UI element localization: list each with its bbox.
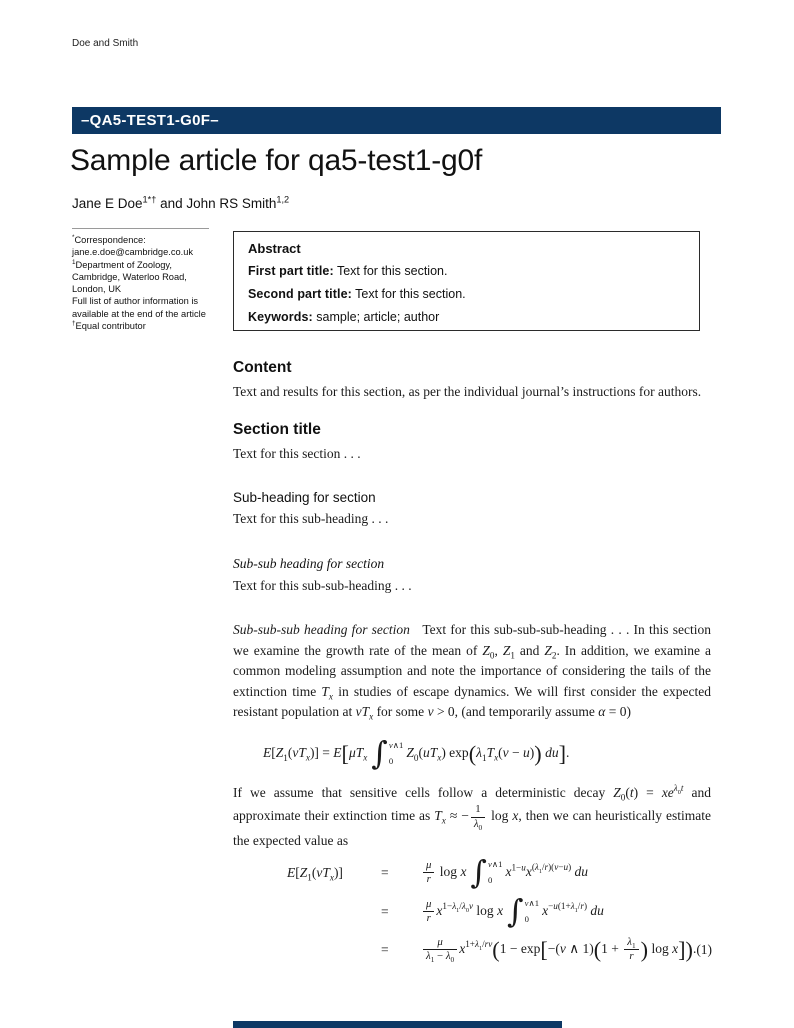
abstract-row-label: First part title: [248, 264, 334, 278]
section-paragraph: Text for this section . . . [233, 445, 361, 461]
content-heading: Content [233, 359, 292, 376]
display-equation: $E[Z_1(vT_x)] = E[\mu T_x$ ∫ v∧1 0 $Z_0(uT_x) \exp(\lambda_1T_x(v - u))$ du]. [263, 735, 570, 772]
sidebar-divider [72, 228, 209, 229]
correspondence-note: *Correspondence: jane.e.doe@cambridge.co.uk $^1$Department of Zoology, Cambridge, Waterloo Road, London, UK Full list of author information is available at the end of the article †Equal contributor [72, 233, 206, 332]
section-heading: Section title [233, 420, 321, 438]
abstract-row-second-part [248, 286, 685, 303]
subsub-heading: Sub-sub heading for section [233, 555, 385, 571]
article-title: Sample article for qa5-test1-g0f [70, 144, 483, 177]
abstract-row-text: Text for this section. [336, 264, 448, 278]
equation-row-3 [233, 936, 711, 964]
content-paragraph: Text and results for this section, as per the individual journal’s instructions for authors. [233, 384, 702, 399]
sub-heading: Sub-heading for section [233, 490, 376, 505]
equation-rhs: $\frac{\mu}{r}$ log x ∫ v∧1 0 $x^{1-u}x^{(\lambda_1/r)(v-u)}$ du [421, 858, 588, 888]
article-body [233, 359, 711, 973]
issue-banner: –QA5-TEST1-G0F– [72, 107, 721, 134]
subsubsub-paragraph: Sub-sub-sub heading for section Text for this sub-sub-sub-heading . . . In this section we examine the growth rate of the mean of $Z_0$, $Z_1$ and $Z_2$. In addition, we examine a common modeling assumption and note the importance of considering the tails of the extinction time $T_x$ in studies of escape dynamics. We will first consider the expected resistant population at $vT_x$ for some v > 0, (and temporarily assume α = 0) [233, 622, 712, 722]
next-page-banner-strip [233, 1021, 562, 1028]
equals-sign: = [381, 864, 389, 880]
equation-rhs: $\frac{\mu}{r}$ $x^{1-\lambda_1/\lambda_0v}$ log x ∫ v∧1 0 $x^{-u(1+\lambda_1/r)}$ du [421, 897, 604, 927]
equation-lhs: $E[Z_1(vT_x)]$ [287, 864, 343, 883]
decay-paragraph: If we assume that sensitive cells follow a deterministic decay $Z_0(t) = xe^{\lambda_0t}$ and approximate their extinction time as $T_x$ ≈ − $\frac{1}{\lambda_0}$ log x, then we can heuristically estimate the expected value as [233, 783, 711, 849]
abstract-row-text: sample; article; author [316, 310, 440, 324]
equals-sign: = [381, 941, 389, 957]
equation-number: (1) [696, 941, 713, 957]
running-head: Doe and Smith [72, 38, 139, 49]
subsub-paragraph: Text for this sub-sub-heading . . . [233, 577, 412, 593]
abstract-row-first-part [248, 263, 685, 280]
abstract-row-keywords [248, 309, 685, 326]
aligned-equations [233, 854, 713, 965]
equation-row-1 [233, 854, 711, 891]
equals-sign: = [381, 903, 389, 919]
sub-paragraph: Text for this sub-heading . . . [233, 511, 389, 526]
equation-rhs: $\frac{\mu}{\lambda_1 - \lambda_0}$ $x^{1+\lambda_1/rv}(1 - \exp[-(v$ ∧ 1)(1 + $\frac{\lambda_1}{r}$ ) log x]). [421, 936, 696, 964]
abstract-heading: Abstract [248, 241, 301, 256]
abstract-row-text: Text for this section. [355, 287, 466, 301]
abstract-box [233, 231, 700, 331]
equation-row-2 [233, 893, 711, 930]
abstract-row-label: Keywords: [248, 310, 313, 324]
authors-line: Jane E Doe$^{1*\dagger}$ and John RS Smith$^{1,2}$ [72, 194, 290, 211]
abstract-row-label: Second part title: [248, 287, 352, 301]
